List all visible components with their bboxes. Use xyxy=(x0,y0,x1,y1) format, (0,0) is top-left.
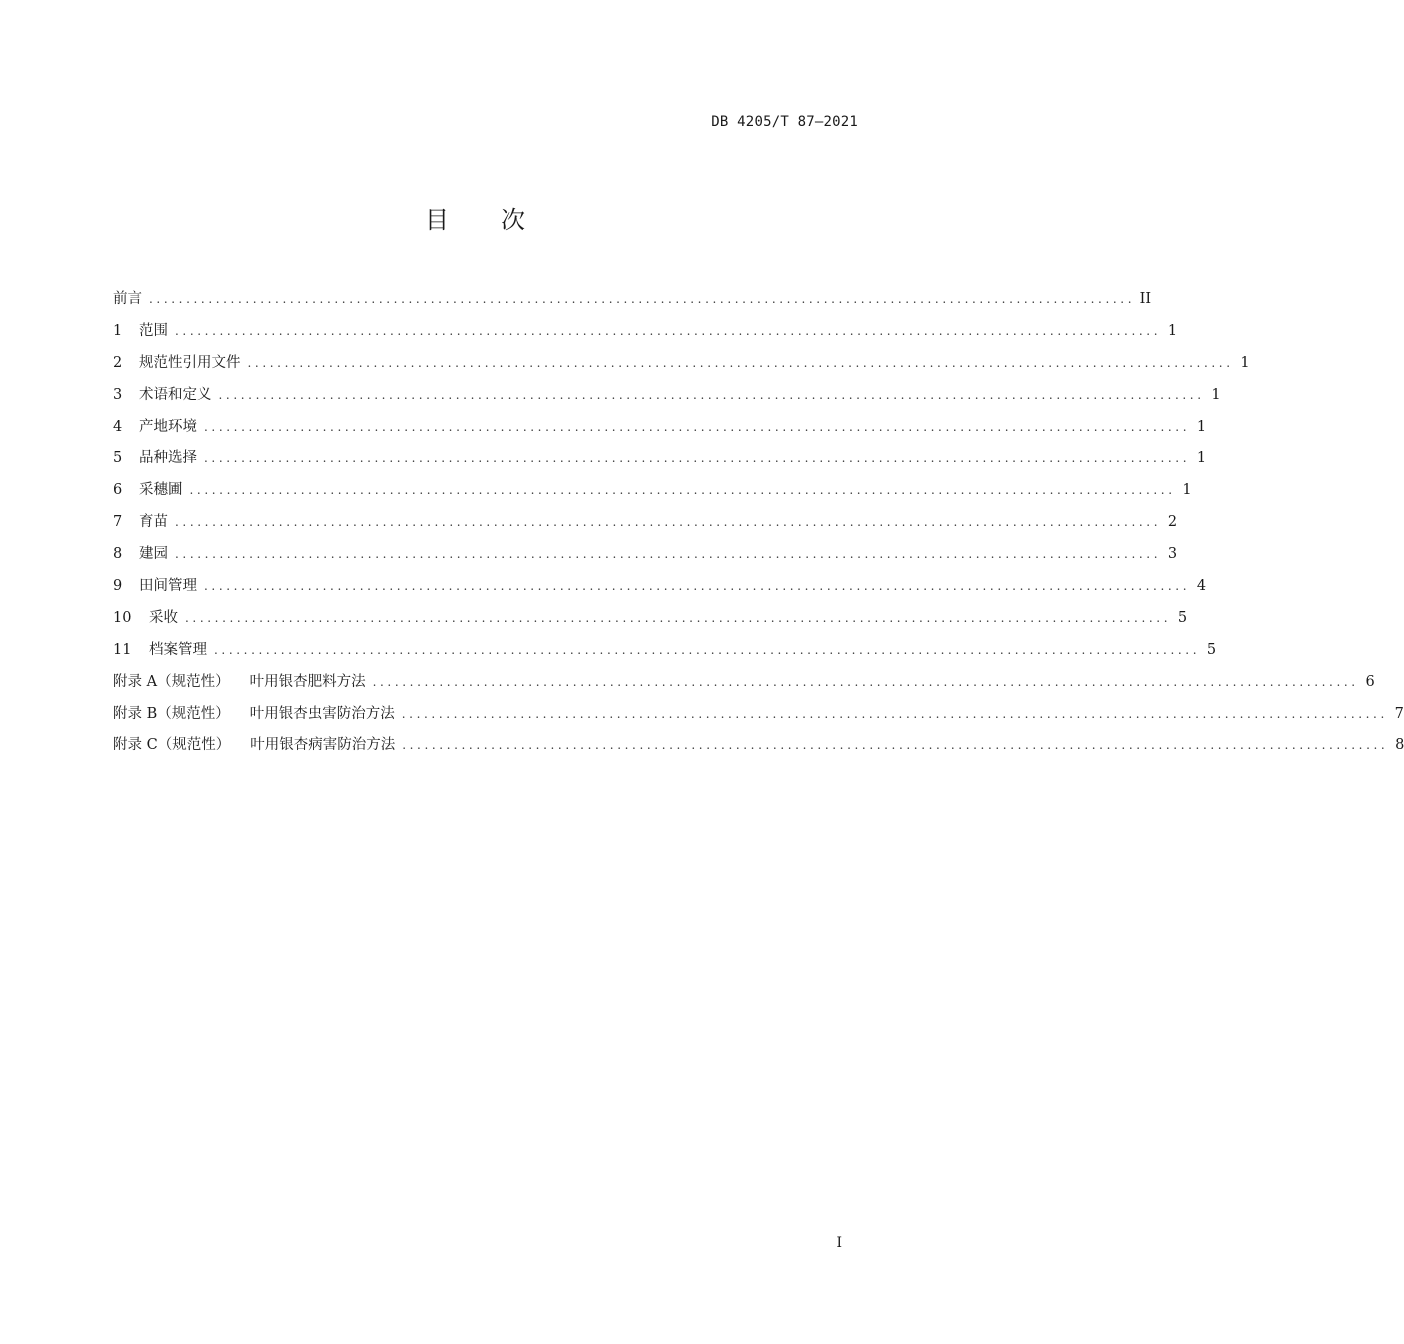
toc-label: 术语和定义 xyxy=(139,386,212,403)
toc-leader-dots: ..................................................................................................................................... xyxy=(402,738,1389,753)
toc-label: 产地环境 xyxy=(139,418,197,435)
toc-page: 6 xyxy=(1365,673,1375,690)
toc-label: 规范性引用文件 xyxy=(139,354,241,371)
toc-entry-3[interactable] xyxy=(113,383,1221,415)
document-code: DB 4205/T 87—2021 xyxy=(711,114,858,130)
page-number: I xyxy=(836,1235,842,1251)
toc-entry-appendix-c[interactable] xyxy=(113,733,1404,765)
toc-page: 5 xyxy=(1177,609,1188,626)
title-char-1: 目 xyxy=(425,206,449,234)
toc-number: 3 xyxy=(113,386,123,403)
appendix-title: 叶用银杏病害防治方法 xyxy=(250,737,396,754)
toc-entry-8[interactable] xyxy=(113,542,1178,574)
toc-label: 建园 xyxy=(139,546,168,563)
page-title xyxy=(0,200,950,235)
toc-leader-dots: ..................................................................................................................................... xyxy=(175,515,1162,530)
toc-number: 8 xyxy=(113,546,123,563)
toc-leader-dots: ..................................................................................................................................... xyxy=(149,292,1136,306)
toc-number: 6 xyxy=(113,482,123,499)
toc-leader-dots: ..................................................................................................................................... xyxy=(218,387,1205,402)
toc-page: 2 xyxy=(1167,514,1178,531)
toc-page: 3 xyxy=(1167,546,1178,563)
toc-page: 5 xyxy=(1206,641,1217,658)
toc-entry-6[interactable] xyxy=(113,478,1192,510)
toc-label: 采收 xyxy=(149,609,178,626)
table-of-contents xyxy=(113,287,1404,765)
toc-entry-9[interactable] xyxy=(113,574,1207,606)
title-char-2: 次 xyxy=(501,206,525,234)
toc-page: 7 xyxy=(1394,705,1404,722)
toc-number: 2 xyxy=(113,354,123,371)
toc-number: 1 xyxy=(113,322,123,339)
toc-leader-dots: ..................................................................................................................................... xyxy=(401,706,1388,721)
toc-label: 范围 xyxy=(139,322,168,339)
toc-leader-dots: ..................................................................................................................................... xyxy=(189,483,1176,498)
toc-leader-dots: ..................................................................................................................................... xyxy=(204,579,1191,594)
toc-number: 10 xyxy=(113,609,132,626)
toc-page: 1 xyxy=(1196,418,1207,435)
toc-page: 8 xyxy=(1395,737,1404,754)
toc-entry-appendix-a[interactable] xyxy=(113,670,1375,702)
toc-page: 1 xyxy=(1196,450,1207,467)
toc-label xyxy=(113,670,369,694)
toc-number: 11 xyxy=(113,641,132,658)
toc-entry-foreword[interactable] xyxy=(113,287,1152,319)
toc-label: 品种选择 xyxy=(139,450,197,467)
toc-entry-appendix-b[interactable] xyxy=(113,702,1404,734)
toc-label: 档案管理 xyxy=(149,641,207,658)
appendix-title: 叶用银杏肥料方法 xyxy=(249,673,366,690)
toc-leader-dots: ..................................................................................................................................... xyxy=(204,419,1191,434)
toc-leader-dots: ..................................................................................................................................... xyxy=(214,642,1201,657)
toc-entry-4[interactable] xyxy=(113,415,1207,447)
toc-page: 4 xyxy=(1196,578,1207,595)
toc-leader-dots: ..................................................................................................................................... xyxy=(204,451,1191,466)
toc-label xyxy=(113,733,398,757)
toc-number: 4 xyxy=(113,418,123,435)
toc-page: 1 xyxy=(1182,482,1192,499)
toc-page: II xyxy=(1139,291,1152,307)
appendix-prefix: 附录 A（规范性） xyxy=(113,673,230,690)
toc-entry-5[interactable] xyxy=(113,446,1207,478)
toc-entry-1[interactable] xyxy=(113,319,1178,351)
toc-label: 育苗 xyxy=(139,514,168,531)
toc-page: 1 xyxy=(1211,386,1221,403)
appendix-prefix: 附录 B（规范性） xyxy=(113,705,230,722)
toc-number: 5 xyxy=(113,450,123,467)
toc-label: 采穗圃 xyxy=(139,482,183,499)
toc-entry-7[interactable] xyxy=(113,510,1178,542)
appendix-prefix: 附录 C（规范性） xyxy=(113,737,231,754)
toc-leader-dots: ..................................................................................................................................... xyxy=(247,355,1234,370)
toc-page: 1 xyxy=(1167,322,1178,339)
toc-leader-dots: ..................................................................................................................................... xyxy=(175,547,1162,562)
toc-entry-2[interactable] xyxy=(113,351,1250,383)
toc-number: 9 xyxy=(113,578,123,595)
toc-label: 田间管理 xyxy=(139,578,197,595)
toc-label: 前言 xyxy=(113,291,142,307)
toc-label xyxy=(113,702,398,726)
toc-number: 7 xyxy=(113,514,123,531)
toc-leader-dots: ..................................................................................................................................... xyxy=(372,674,1359,689)
toc-page: 1 xyxy=(1240,354,1250,371)
toc-leader-dots: ..................................................................................................................................... xyxy=(185,610,1172,625)
appendix-title: 叶用银杏虫害防治方法 xyxy=(249,705,395,722)
toc-leader-dots: ..................................................................................................................................... xyxy=(175,323,1162,338)
toc-entry-11[interactable] xyxy=(113,638,1217,670)
toc-entry-10[interactable] xyxy=(113,606,1188,638)
